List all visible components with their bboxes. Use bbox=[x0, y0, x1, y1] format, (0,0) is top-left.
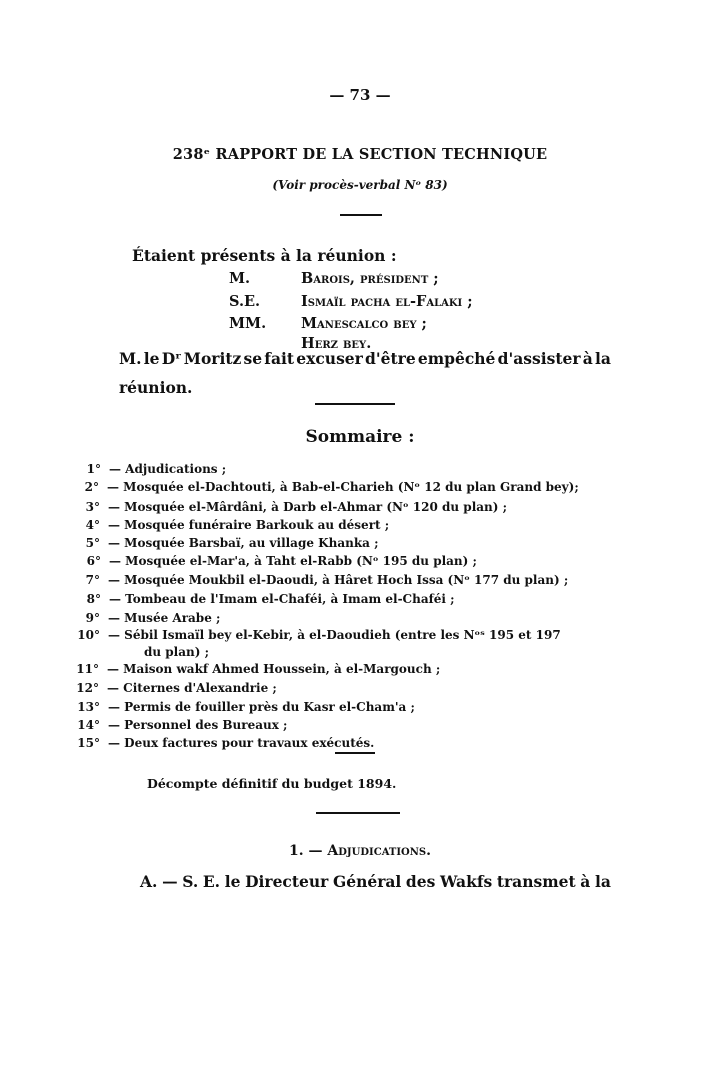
attendee-title: S.E. bbox=[229, 293, 261, 310]
attendee-name: Manescalco bey ; bbox=[301, 315, 427, 332]
paragraph-word: des bbox=[405, 872, 436, 891]
summary-item-text: — Mosquée el-Mar'a, à Taht el-Rabb (Nᵒ 195 du plan) ; bbox=[109, 554, 477, 568]
summary-item-number: 9° bbox=[85, 611, 100, 625]
paragraph-word: E. bbox=[202, 872, 221, 891]
excuse-word: d'assister bbox=[497, 349, 581, 368]
summary-item-text: — Adjudications ; bbox=[109, 462, 227, 476]
attendee-name: Barois, président ; bbox=[301, 270, 439, 287]
paragraph-word: transmet bbox=[496, 872, 576, 891]
excuse-word: excuser bbox=[296, 349, 363, 368]
paragraph-word: — bbox=[162, 872, 178, 891]
summary-heading: Sommaire : bbox=[305, 427, 415, 447]
summary-item-number: 12° bbox=[76, 681, 99, 695]
paragraph-line bbox=[140, 872, 611, 891]
page-number: — 73 — bbox=[329, 86, 391, 104]
summary-item-number: 11° bbox=[76, 662, 99, 676]
attendee-title: MM. bbox=[229, 315, 267, 332]
report-subtitle: (Voir procès-verbal Nᵒ 83) bbox=[272, 178, 448, 192]
excuse-word: fait bbox=[264, 349, 295, 368]
excuse-line-end: réunion. bbox=[119, 378, 193, 397]
summary-item-text: — Permis de fouiller près du Kasr el-Cham'a ; bbox=[108, 700, 415, 714]
paragraph-word: Wakfs bbox=[439, 872, 493, 891]
paragraph-word: Directeur bbox=[245, 872, 329, 891]
summary-item-number: 13° bbox=[77, 700, 100, 714]
paragraph-word: S. bbox=[182, 872, 199, 891]
summary-item-text: — Mosquée funéraire Barkouk au désert ; bbox=[108, 518, 390, 532]
attendee-name: Herz bey. bbox=[301, 335, 372, 352]
section-heading: 1. — Adjudications. bbox=[289, 843, 431, 859]
excuse-word: se bbox=[243, 349, 263, 368]
report-title: 238ᵉ RAPPORT DE LA SECTION TECHNIQUE bbox=[172, 146, 548, 163]
summary-item-number: 6° bbox=[86, 554, 101, 568]
summary-item-number: 2° bbox=[84, 480, 99, 494]
summary-item-text: — Mosquée el-Mârdâni, à Darb el-Ahmar (Nᵒ 120 du plan) ; bbox=[108, 500, 508, 514]
summary-item-text: — Mosquée Moukbil el-Daoudi, à Hâret Hoch Issa (Nᵒ 177 du plan) ; bbox=[108, 573, 569, 587]
summary-item-number: 3° bbox=[85, 500, 100, 514]
summary-item-text: — Mosquée el-Dachtouti, à Bab-el-Charieh (Nᵒ 12 du plan Grand bey); bbox=[107, 480, 579, 494]
excuse-word: le bbox=[143, 349, 160, 368]
excuse-word: Moritz bbox=[183, 349, 242, 368]
summary-item-number: 4° bbox=[85, 518, 100, 532]
excuse-word: d'être bbox=[365, 349, 416, 368]
attendee-name: Ismaïl pacha el-Falaki ; bbox=[301, 293, 473, 310]
excuse-line bbox=[119, 349, 611, 368]
summary-item-text: — Maison wakf Ahmed Houssein, à el-Margouch ; bbox=[107, 662, 441, 676]
summary-item-number: 5° bbox=[85, 536, 100, 550]
paragraph-word: la bbox=[594, 872, 611, 891]
budget-note: Décompte définitif du budget 1894. bbox=[147, 776, 397, 791]
summary-item-text: — Mosquée Barsbaï, au village Khanka ; bbox=[108, 536, 379, 550]
section-divider bbox=[315, 403, 395, 405]
summary-item-number: 10° bbox=[77, 628, 100, 642]
summary-item-text: — Sébil Ismaïl bey el-Kebir, à el-Daoudieh (entre les Nᵒˢ 195 et 197 bbox=[108, 628, 561, 642]
paragraph-word: à bbox=[580, 872, 591, 891]
paragraph-word: le bbox=[224, 872, 241, 891]
summary-divider bbox=[335, 752, 375, 754]
summary-item-number: 1° bbox=[86, 462, 101, 476]
excuse-word: à bbox=[582, 349, 593, 368]
summary-item-number: 8° bbox=[86, 592, 101, 606]
attendance-intro: Étaient présents à la réunion : bbox=[132, 246, 397, 265]
excuse-word: Dʳ bbox=[161, 349, 182, 368]
excuse-word: la bbox=[594, 349, 611, 368]
summary-item-text: — Citernes d'Alexandrie ; bbox=[107, 681, 277, 695]
summary-item-number: 7° bbox=[85, 573, 100, 587]
excuse-word: empêché bbox=[417, 349, 496, 368]
summary-item-text: — Musée Arabe ; bbox=[108, 611, 221, 625]
summary-item-text: du plan) ; bbox=[144, 645, 210, 659]
paragraph-word: Général bbox=[332, 872, 402, 891]
summary-item-text: — Deux factures pour travaux exécutés. bbox=[108, 736, 375, 750]
attendee-title: M. bbox=[229, 270, 251, 287]
summary-item-number: 14° bbox=[77, 718, 100, 732]
summary-item-text: — Tombeau de l'Imam el-Chaféi, à Imam el-Chaféi ; bbox=[109, 592, 455, 606]
title-divider bbox=[340, 214, 382, 216]
excuse-word: M. bbox=[119, 349, 142, 368]
section-divider bbox=[316, 812, 400, 814]
summary-item-number: 15° bbox=[77, 736, 100, 750]
paragraph-word: A. bbox=[140, 872, 158, 891]
summary-item-text: — Personnel des Bureaux ; bbox=[108, 718, 288, 732]
